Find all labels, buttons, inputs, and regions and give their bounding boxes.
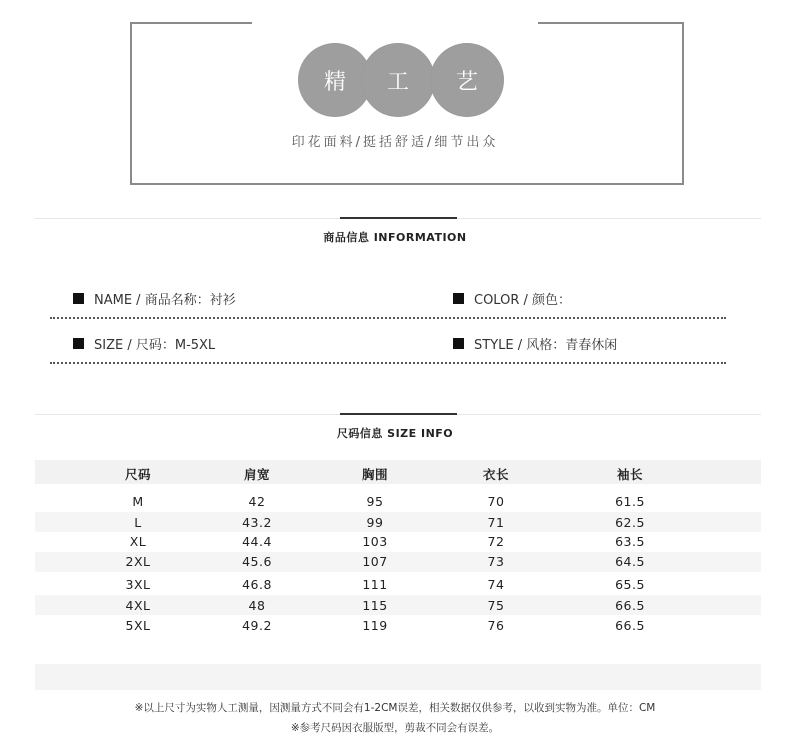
- cell-shoulder: 44.4: [242, 534, 272, 549]
- cell-length: 70: [487, 494, 505, 509]
- info-section-title: 商品信息 INFORMATION: [323, 231, 467, 244]
- cell-sleeve: 62.5: [615, 515, 645, 530]
- col-header-sleeve: 袖长: [616, 467, 643, 482]
- cell-size: XL: [129, 534, 147, 549]
- cell-shoulder: 43.2: [242, 515, 272, 530]
- cell-sleeve: 66.5: [615, 598, 645, 613]
- cell-shoulder: 46.8: [242, 577, 272, 592]
- cell-size: 5XL: [125, 618, 151, 633]
- info-size: [73, 334, 215, 353]
- cell-length: 73: [487, 554, 505, 569]
- col-header-size: 尺码: [124, 467, 151, 482]
- cell-sleeve: 64.5: [615, 554, 645, 569]
- bullet-square-icon: [73, 338, 84, 349]
- info-name-text: NAME / 商品名称：衬衫: [94, 293, 236, 308]
- info-style: [453, 334, 617, 353]
- cell-chest: 95: [366, 494, 384, 509]
- craft-circle-2: 工: [362, 44, 434, 116]
- cell-length: 72: [487, 534, 505, 549]
- frame-right: [682, 22, 684, 185]
- frame-left: [130, 22, 132, 185]
- info-divider-accent: [340, 217, 457, 219]
- bullet-square-icon: [73, 293, 84, 304]
- cell-chest: 111: [362, 577, 388, 592]
- bullet-square-icon: [453, 338, 464, 349]
- dotted-divider: [50, 362, 726, 364]
- cell-chest: 99: [366, 515, 384, 530]
- cell-shoulder: 42: [248, 494, 266, 509]
- col-header-length: 衣长: [482, 467, 509, 482]
- cell-chest: 119: [362, 618, 388, 633]
- bullet-square-icon: [453, 293, 464, 304]
- col-header-shoulder: 肩宽: [243, 467, 270, 482]
- cell-size: L: [134, 515, 142, 530]
- craft-circle-1: 精: [299, 44, 371, 116]
- frame-top-left: [130, 22, 252, 24]
- cell-chest: 115: [362, 598, 388, 613]
- info-color-text: COLOR / 颜色：: [474, 293, 571, 308]
- cell-size: 4XL: [125, 598, 151, 613]
- size-section-title: 尺码信息 SIZE INFO: [336, 427, 454, 440]
- table-footer-band: [35, 664, 761, 690]
- cell-chest: 107: [362, 554, 388, 569]
- cell-sleeve: 65.5: [615, 577, 645, 592]
- size-reference-note: ※参考尺码因衣服版型，剪裁不同会有误差。: [290, 722, 500, 734]
- cell-sleeve: 63.5: [615, 534, 645, 549]
- dotted-divider: [50, 317, 726, 319]
- info-style-text: STYLE / 风格：青春休闲: [474, 338, 618, 353]
- cell-sleeve: 61.5: [615, 494, 645, 509]
- frame-bottom: [130, 183, 684, 185]
- cell-shoulder: 45.6: [242, 554, 272, 569]
- cell-size: M: [132, 494, 144, 509]
- cell-length: 74: [487, 577, 505, 592]
- info-color: [453, 289, 571, 308]
- cell-shoulder: 48: [248, 598, 266, 613]
- cell-shoulder: 49.2: [242, 618, 272, 633]
- cell-length: 76: [487, 618, 505, 633]
- cell-size: 3XL: [125, 577, 151, 592]
- col-header-chest: 胸围: [361, 467, 388, 482]
- info-name: [73, 289, 236, 308]
- frame-top-right: [538, 22, 684, 24]
- cell-length: 71: [487, 515, 505, 530]
- measurement-note: ※以上尺寸为实物人工测量，因测量方式不同会有1-2CM误差，相关数据仅供参考，以收到实物为准。单位：CM: [134, 702, 656, 714]
- header-subtitle: 印花面料/挺括舒适/细节出众: [291, 135, 499, 150]
- info-size-text: SIZE / 尺码：M-5XL: [94, 338, 216, 353]
- craft-circle-3: 艺: [431, 44, 503, 116]
- cell-chest: 103: [362, 534, 388, 549]
- cell-sleeve: 66.5: [615, 618, 645, 633]
- cell-length: 75: [487, 598, 505, 613]
- cell-size: 2XL: [125, 554, 151, 569]
- size-divider-accent: [340, 413, 457, 415]
